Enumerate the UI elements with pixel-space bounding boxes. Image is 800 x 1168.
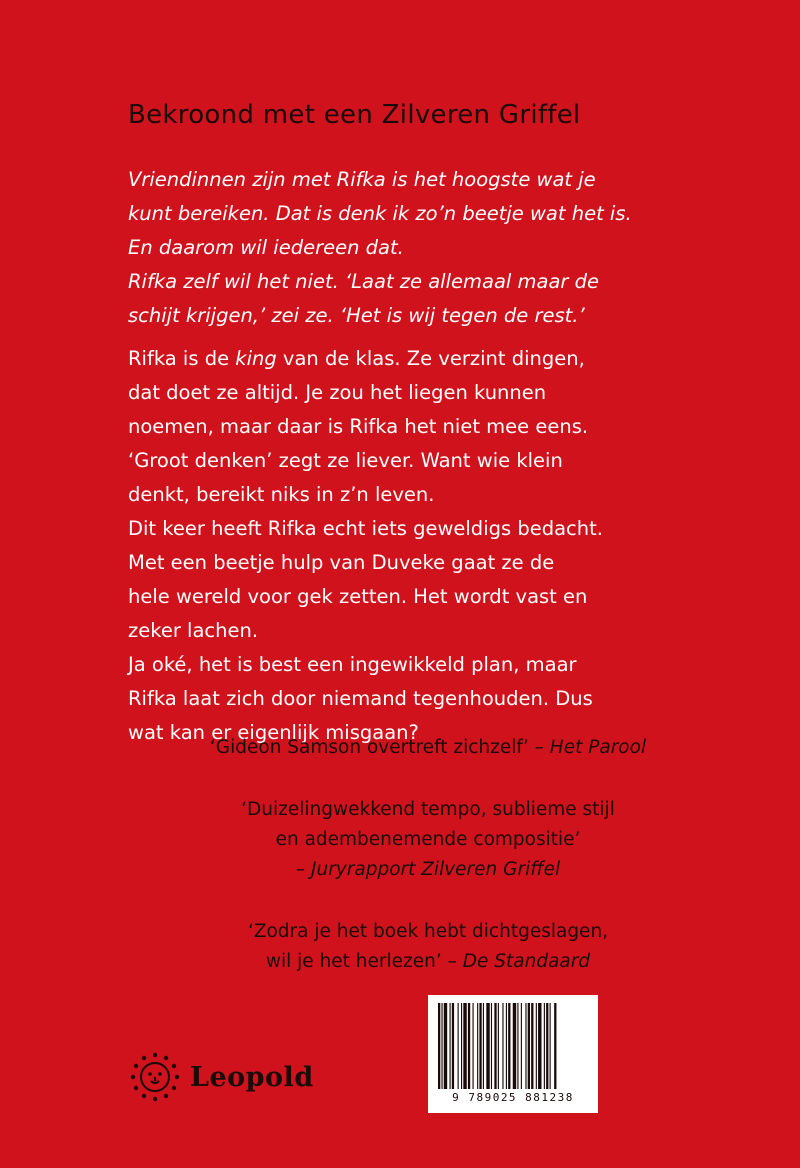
barcode-bar	[538, 1003, 541, 1089]
quote-source: Juryrapport Zilveren Griffel	[311, 859, 561, 880]
intro-line: schijt krijgen,’ zei ze. ‘Het is wij tegen de rest.’	[128, 304, 585, 327]
barcode-bar	[468, 1003, 470, 1089]
blurb-line: zeker lachen.	[128, 619, 259, 642]
barcode-bar	[450, 1003, 451, 1089]
quote-source: Het Parool	[549, 737, 647, 758]
blurb-line: Rifka is de king van de klas. Ze verzint dingen,	[128, 347, 585, 370]
barcode-bar	[491, 1003, 492, 1089]
blurb-text	[128, 342, 748, 750]
intro-line: kunt bereiken. Dat is denk ik zo’n beetje wat het is.	[128, 202, 632, 225]
barcode-bar	[444, 1003, 447, 1089]
blurb-line: dat doet ze altijd. Je zou het liegen kunnen	[128, 381, 547, 404]
barcode-bar	[494, 1003, 496, 1089]
barcode-bar	[458, 1003, 459, 1089]
blurb-line: wat kan er eigenlijk misgaan?	[128, 721, 419, 744]
blurb-line: Met een beetje hulp van Duveke gaat ze de	[128, 551, 555, 574]
barcode-bar	[452, 1003, 454, 1089]
blurb-line: hele wereld voor gek zetten. Het wordt vast en	[128, 585, 588, 608]
barcode-bar	[441, 1003, 442, 1089]
intro-line: En daarom wil iedereen dat.	[128, 236, 404, 259]
barcode-bar	[486, 1003, 489, 1089]
barcode-bars	[436, 1003, 590, 1089]
blurb-line: Dit keer heeft Rifka echt iets geweldigs bedacht.	[128, 517, 603, 540]
review-quote-parool: ‘Gideon Samson overtreft zichzelf’ – Het Parool	[209, 737, 647, 758]
intro-line: Rifka zelf wil het niet. ‘Laat ze allemaal maar de	[128, 270, 599, 293]
blurb-line: ‘Groot denken’ zegt ze liever. Want wie klein	[128, 449, 563, 472]
review-quotes	[128, 733, 728, 1009]
barcode-bar	[550, 1003, 551, 1089]
barcode-bar	[525, 1003, 526, 1089]
intro-line: Vriendinnen zijn met Rifka is het hoogste wat je	[128, 168, 596, 191]
review-quote-jury: ‘Duizelingwekkend tempo, sublieme stijl en adembenemende compositie’ – Juryrapport Zilveren Griffel	[241, 799, 615, 880]
barcode-bar	[477, 1003, 478, 1089]
barcode-bar	[536, 1003, 537, 1089]
barcode-bar	[531, 1003, 533, 1089]
barcode-bar	[544, 1003, 545, 1089]
barcode-bar	[506, 1003, 507, 1089]
barcode-bar	[517, 1003, 518, 1089]
barcode-bar	[508, 1003, 510, 1089]
barcode-bar	[438, 1003, 440, 1089]
publisher-logo	[130, 1052, 314, 1102]
lion-head-icon	[130, 1052, 180, 1102]
intro-excerpt	[128, 163, 728, 333]
barcode-bar	[546, 1003, 548, 1089]
back-cover-heading: Bekroond met een Zilveren Griffel	[128, 100, 581, 130]
blurb-line: Rifka laat zich door niemand tegenhouden. Dus	[128, 687, 593, 710]
blurb-line: Ja oké, het is best een ingewikkeld plan, maar	[128, 653, 577, 676]
barcode-bar	[479, 1003, 481, 1089]
barcode-bar	[528, 1003, 530, 1089]
publisher-name: Leopold	[190, 1061, 314, 1093]
isbn-barcode	[428, 995, 598, 1113]
barcode-bar	[513, 1003, 516, 1089]
blurb-line: noemen, maar daar is Rifka het niet mee eens.	[128, 415, 589, 438]
barcode-bar	[463, 1003, 466, 1089]
blurb-line: denkt, bereikt niks in z’n leven.	[128, 483, 435, 506]
barcode-bar	[461, 1003, 462, 1089]
quote-source: De Standaard	[462, 951, 591, 972]
barcode-bar	[502, 1003, 503, 1089]
barcode-bar	[554, 1003, 556, 1089]
isbn-number: 9 789025 881238	[452, 1091, 574, 1104]
barcode-bar	[498, 1003, 499, 1089]
barcode-bar	[473, 1003, 474, 1089]
barcode-bar	[521, 1003, 522, 1089]
emphasis-king: king	[235, 347, 277, 370]
review-quote-standaard: ‘Zodra je het boek hebt dichtgeslagen, wil je het herlezen’ – De Standaard	[247, 921, 609, 972]
barcode-bar	[483, 1003, 484, 1089]
